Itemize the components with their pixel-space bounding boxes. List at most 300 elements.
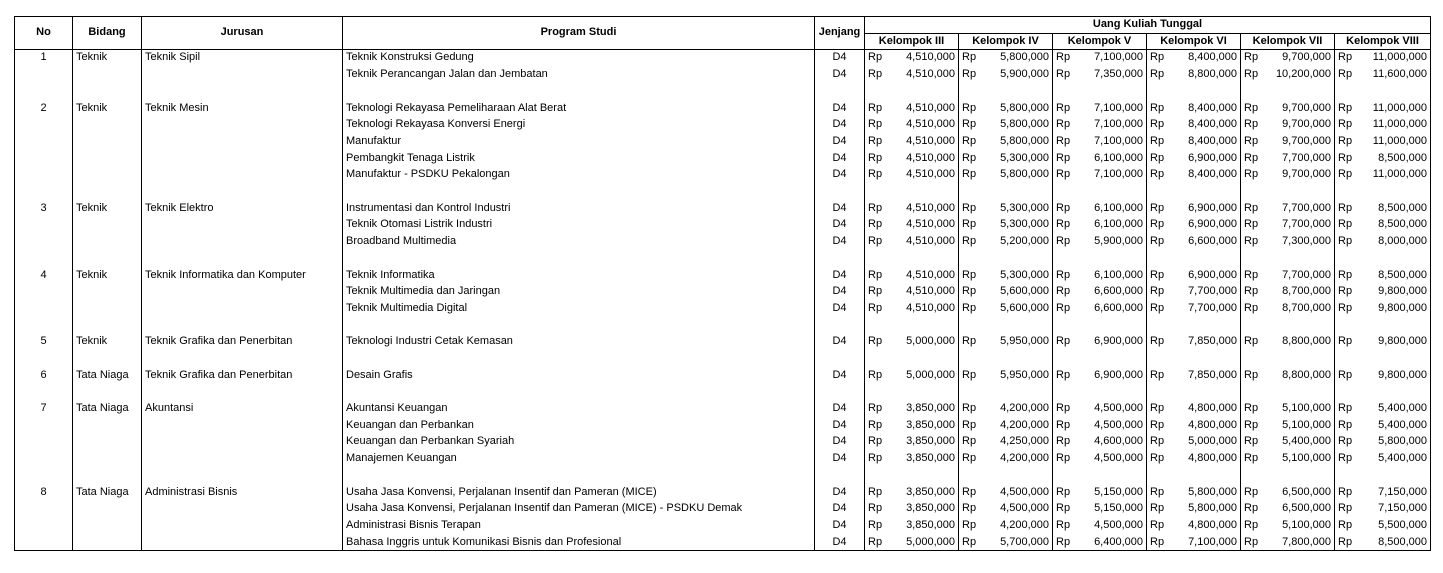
cell-fee <box>1241 451 1335 468</box>
fee-amount: 5,300,000 <box>1000 151 1049 164</box>
cell-bidang <box>73 167 142 184</box>
cell-jurusan <box>142 217 343 234</box>
cell-fee <box>1053 417 1147 434</box>
empty-cell <box>865 184 959 201</box>
currency-label: Rp <box>962 535 977 548</box>
cell-fee <box>1241 100 1335 117</box>
fee-amount: 9,700,000 <box>1282 118 1331 131</box>
fee-amount: 11,000,000 <box>1372 134 1428 147</box>
header-kelompok-vii: Kelompok VII <box>1241 33 1335 50</box>
currency-label: Rp <box>1338 368 1353 381</box>
cell-fee <box>1053 300 1147 317</box>
cell-fee <box>1053 234 1147 251</box>
currency-label: Rp <box>962 151 977 164</box>
currency-label: Rp <box>1150 402 1165 415</box>
currency-label: Rp <box>1244 518 1259 531</box>
cell-fee <box>1241 150 1335 167</box>
cell-no: 2 <box>15 100 73 117</box>
currency-label: Rp <box>962 168 977 181</box>
currency-label: Rp <box>1056 368 1071 381</box>
cell-fee <box>959 100 1053 117</box>
currency-label: Rp <box>1056 151 1071 164</box>
fee-amount: 7,700,000 <box>1282 201 1331 214</box>
cell-fee <box>959 300 1053 317</box>
currency-label: Rp <box>1056 101 1071 114</box>
fee-amount: 4,510,000 <box>906 285 955 298</box>
cell-bidang: Teknik <box>73 200 142 217</box>
empty-cell <box>1053 467 1147 484</box>
fee-amount: 6,600,000 <box>1188 235 1237 248</box>
fee-amount: 5,600,000 <box>1000 285 1049 298</box>
fee-amount: 6,500,000 <box>1282 502 1331 515</box>
currency-label: Rp <box>868 268 883 281</box>
cell-jenjang: D4 <box>815 484 865 501</box>
cell-fee <box>1053 150 1147 167</box>
currency-label: Rp <box>1056 235 1071 248</box>
cell-bidang <box>73 451 142 468</box>
cell-fee <box>959 401 1053 418</box>
cell-jurusan: Teknik Grafika dan Penerbitan <box>142 334 343 351</box>
cell-jenjang: D4 <box>815 67 865 84</box>
spacer-row <box>15 384 1431 401</box>
cell-jurusan <box>142 234 343 251</box>
fee-amount: 8,400,000 <box>1188 118 1237 131</box>
cell-fee <box>1147 117 1241 134</box>
empty-cell <box>1241 250 1335 267</box>
empty-cell <box>142 83 343 100</box>
currency-label: Rp <box>962 68 977 81</box>
fee-amount: 5,800,000 <box>1000 101 1049 114</box>
empty-cell <box>815 384 865 401</box>
cell-no <box>15 417 73 434</box>
empty-cell <box>1053 351 1147 368</box>
fee-amount: 5,000,000 <box>906 535 955 548</box>
cell-bidang <box>73 217 142 234</box>
spacer-row <box>15 250 1431 267</box>
fee-amount: 4,510,000 <box>906 118 955 131</box>
cell-fee <box>865 217 959 234</box>
table-row <box>15 67 1431 84</box>
cell-jurusan <box>142 534 343 551</box>
currency-label: Rp <box>1056 435 1071 448</box>
currency-label: Rp <box>1056 502 1071 515</box>
cell-fee <box>1335 517 1431 534</box>
header-jenjang: Jenjang <box>815 17 865 50</box>
fee-amount: 10,200,000 <box>1275 68 1331 81</box>
currency-label: Rp <box>1056 68 1071 81</box>
currency-label: Rp <box>1150 118 1165 131</box>
currency-label: Rp <box>962 201 977 214</box>
cell-bidang <box>73 517 142 534</box>
empty-cell <box>1053 384 1147 401</box>
table-row <box>15 217 1431 234</box>
currency-label: Rp <box>1338 235 1353 248</box>
fee-amount: 11,000,000 <box>1372 51 1428 64</box>
currency-label: Rp <box>1056 452 1071 465</box>
cell-fee <box>959 150 1053 167</box>
cell-jurusan: Teknik Sipil <box>142 50 343 67</box>
cell-fee <box>865 367 959 384</box>
fee-amount: 5,200,000 <box>1000 235 1049 248</box>
currency-label: Rp <box>1056 51 1071 64</box>
empty-cell <box>142 184 343 201</box>
fee-amount: 4,200,000 <box>1000 402 1049 415</box>
cell-fee <box>1335 150 1431 167</box>
currency-label: Rp <box>1338 485 1353 498</box>
currency-label: Rp <box>1244 268 1259 281</box>
table-row <box>15 284 1431 301</box>
cell-fee <box>959 484 1053 501</box>
currency-label: Rp <box>1338 335 1353 348</box>
cell-fee <box>959 200 1053 217</box>
fee-amount: 6,600,000 <box>1094 301 1143 314</box>
fee-amount: 8,000,000 <box>1378 235 1428 248</box>
cell-fee <box>1241 167 1335 184</box>
empty-cell <box>865 250 959 267</box>
fee-amount: 5,400,000 <box>1378 418 1428 431</box>
cell-fee <box>1053 50 1147 67</box>
cell-fee <box>1241 217 1335 234</box>
table-row <box>15 234 1431 251</box>
cell-fee <box>1053 334 1147 351</box>
cell-fee <box>959 117 1053 134</box>
table-row <box>15 367 1431 384</box>
cell-program-studi: Instrumentasi dan Kontrol Industri <box>343 200 815 217</box>
empty-cell <box>1147 351 1241 368</box>
currency-label: Rp <box>1244 301 1259 314</box>
fee-amount: 6,900,000 <box>1188 151 1237 164</box>
currency-label: Rp <box>868 218 883 231</box>
currency-label: Rp <box>962 485 977 498</box>
cell-fee <box>1147 217 1241 234</box>
cell-fee <box>1241 401 1335 418</box>
spacer-row <box>15 184 1431 201</box>
cell-fee <box>1053 434 1147 451</box>
cell-fee <box>1335 534 1431 551</box>
cell-fee <box>1241 517 1335 534</box>
currency-label: Rp <box>1338 218 1353 231</box>
currency-label: Rp <box>868 418 883 431</box>
empty-cell <box>1147 83 1241 100</box>
currency-label: Rp <box>1244 535 1259 548</box>
currency-label: Rp <box>1244 418 1259 431</box>
table-row <box>15 133 1431 150</box>
empty-cell <box>73 351 142 368</box>
empty-cell <box>959 317 1053 334</box>
empty-cell <box>865 83 959 100</box>
currency-label: Rp <box>1338 435 1353 448</box>
cell-fee <box>865 100 959 117</box>
cell-fee <box>865 284 959 301</box>
table-row <box>15 100 1431 117</box>
cell-fee <box>959 67 1053 84</box>
cell-no: 6 <box>15 367 73 384</box>
currency-label: Rp <box>1150 101 1165 114</box>
empty-cell <box>1241 184 1335 201</box>
empty-cell <box>1147 250 1241 267</box>
cell-no <box>15 67 73 84</box>
cell-fee <box>865 534 959 551</box>
cell-fee <box>1241 117 1335 134</box>
currency-label: Rp <box>1338 518 1353 531</box>
cell-fee <box>1335 100 1431 117</box>
cell-no <box>15 300 73 317</box>
currency-label: Rp <box>1150 168 1165 181</box>
fee-amount: 6,400,000 <box>1094 535 1143 548</box>
cell-program-studi: Manufaktur <box>343 133 815 150</box>
empty-cell <box>15 184 73 201</box>
cell-fee <box>959 517 1053 534</box>
fee-amount: 5,950,000 <box>1000 368 1049 381</box>
fee-amount: 3,850,000 <box>906 518 955 531</box>
empty-cell <box>142 317 343 334</box>
currency-label: Rp <box>1244 485 1259 498</box>
cell-fee <box>1335 367 1431 384</box>
empty-cell <box>343 184 815 201</box>
cell-jenjang: D4 <box>815 451 865 468</box>
empty-cell <box>73 467 142 484</box>
empty-cell <box>865 351 959 368</box>
cell-no <box>15 234 73 251</box>
cell-fee <box>865 334 959 351</box>
empty-cell <box>343 250 815 267</box>
fee-amount: 7,100,000 <box>1094 168 1143 181</box>
cell-fee <box>865 133 959 150</box>
empty-cell <box>1241 351 1335 368</box>
cell-no <box>15 217 73 234</box>
cell-fee <box>1053 517 1147 534</box>
cell-jurusan <box>142 133 343 150</box>
cell-fee <box>1335 300 1431 317</box>
empty-cell <box>1147 317 1241 334</box>
currency-label: Rp <box>1338 101 1353 114</box>
empty-cell <box>73 184 142 201</box>
fee-amount: 6,100,000 <box>1094 201 1143 214</box>
cell-jurusan: Akuntansi <box>142 401 343 418</box>
cell-jurusan <box>142 417 343 434</box>
currency-label: Rp <box>868 435 883 448</box>
fee-amount: 9,700,000 <box>1282 134 1331 147</box>
header-kelompok-viii: Kelompok VIII <box>1335 33 1431 50</box>
cell-jurusan: Teknik Mesin <box>142 100 343 117</box>
spacer-row <box>15 467 1431 484</box>
cell-fee <box>1241 367 1335 384</box>
fee-amount: 4,500,000 <box>1094 402 1143 415</box>
cell-fee <box>865 50 959 67</box>
cell-program-studi: Desain Grafis <box>343 367 815 384</box>
cell-fee <box>1053 117 1147 134</box>
fee-amount: 4,800,000 <box>1188 418 1237 431</box>
cell-fee <box>1147 417 1241 434</box>
fee-amount: 9,800,000 <box>1378 368 1428 381</box>
empty-cell <box>959 250 1053 267</box>
currency-label: Rp <box>1338 68 1353 81</box>
empty-cell <box>815 250 865 267</box>
cell-jenjang: D4 <box>815 117 865 134</box>
fee-amount: 8,500,000 <box>1378 218 1428 231</box>
header-no: No <box>15 17 73 50</box>
fee-amount: 8,400,000 <box>1188 101 1237 114</box>
currency-label: Rp <box>1244 68 1259 81</box>
empty-cell <box>959 184 1053 201</box>
currency-label: Rp <box>1244 134 1259 147</box>
empty-cell <box>142 467 343 484</box>
cell-fee <box>959 417 1053 434</box>
cell-program-studi: Pembangkit Tenaga Listrik <box>343 150 815 167</box>
fee-amount: 9,700,000 <box>1282 101 1331 114</box>
empty-cell <box>815 351 865 368</box>
table-row <box>15 167 1431 184</box>
cell-program-studi: Teknik Otomasi Listrik Industri <box>343 217 815 234</box>
currency-label: Rp <box>868 68 883 81</box>
cell-program-studi: Teknologi Rekayasa Konversi Energi <box>343 117 815 134</box>
fee-amount: 4,500,000 <box>1094 452 1143 465</box>
fee-amount: 7,700,000 <box>1188 301 1237 314</box>
fee-amount: 6,100,000 <box>1094 218 1143 231</box>
table-row <box>15 434 1431 451</box>
empty-cell <box>343 351 815 368</box>
cell-bidang <box>73 300 142 317</box>
cell-fee <box>1147 451 1241 468</box>
cell-fee <box>1335 284 1431 301</box>
cell-fee <box>1335 117 1431 134</box>
cell-fee <box>1241 300 1335 317</box>
cell-fee <box>1147 534 1241 551</box>
cell-fee <box>1335 67 1431 84</box>
cell-program-studi: Teknik Konstruksi Gedung <box>343 50 815 67</box>
cell-fee <box>1335 451 1431 468</box>
cell-jenjang: D4 <box>815 200 865 217</box>
empty-cell <box>73 83 142 100</box>
currency-label: Rp <box>962 452 977 465</box>
fee-amount: 7,100,000 <box>1094 101 1143 114</box>
fee-amount: 4,510,000 <box>906 218 955 231</box>
currency-label: Rp <box>1338 418 1353 431</box>
cell-fee <box>959 133 1053 150</box>
cell-bidang: Tata Niaga <box>73 484 142 501</box>
fee-amount: 4,510,000 <box>906 235 955 248</box>
currency-label: Rp <box>1244 402 1259 415</box>
cell-bidang <box>73 434 142 451</box>
empty-cell <box>142 351 343 368</box>
table-row <box>15 501 1431 518</box>
fee-amount: 5,100,000 <box>1282 518 1331 531</box>
currency-label: Rp <box>1338 285 1353 298</box>
cell-fee <box>959 234 1053 251</box>
cell-fee <box>1335 501 1431 518</box>
fee-amount: 4,600,000 <box>1094 435 1143 448</box>
cell-fee <box>1053 67 1147 84</box>
cell-fee <box>865 517 959 534</box>
fee-amount: 7,100,000 <box>1188 535 1237 548</box>
fee-amount: 4,200,000 <box>1000 418 1049 431</box>
empty-cell <box>1053 184 1147 201</box>
cell-fee <box>1335 234 1431 251</box>
empty-cell <box>1147 184 1241 201</box>
cell-program-studi: Usaha Jasa Konvensi, Perjalanan Insentif dan Pameran (MICE) <box>343 484 815 501</box>
cell-program-studi: Broadband Multimedia <box>343 234 815 251</box>
empty-cell <box>1335 250 1431 267</box>
empty-cell <box>15 250 73 267</box>
currency-label: Rp <box>1244 502 1259 515</box>
cell-jurusan: Teknik Informatika dan Komputer <box>142 267 343 284</box>
empty-cell <box>15 384 73 401</box>
cell-fee <box>1335 434 1431 451</box>
empty-cell <box>815 83 865 100</box>
currency-label: Rp <box>962 118 977 131</box>
cell-fee <box>1241 133 1335 150</box>
fee-amount: 5,000,000 <box>906 368 955 381</box>
empty-cell <box>959 83 1053 100</box>
currency-label: Rp <box>1150 485 1165 498</box>
fee-amount: 5,600,000 <box>1000 301 1049 314</box>
fee-amount: 6,600,000 <box>1094 285 1143 298</box>
table-header <box>15 17 1431 50</box>
currency-label: Rp <box>868 235 883 248</box>
currency-label: Rp <box>868 485 883 498</box>
cell-fee <box>865 484 959 501</box>
cell-fee <box>865 167 959 184</box>
cell-no: 3 <box>15 200 73 217</box>
currency-label: Rp <box>1338 151 1353 164</box>
currency-label: Rp <box>868 285 883 298</box>
fee-amount: 6,900,000 <box>1188 268 1237 281</box>
currency-label: Rp <box>868 51 883 64</box>
currency-label: Rp <box>962 502 977 515</box>
fee-amount: 7,700,000 <box>1282 268 1331 281</box>
fee-amount: 8,500,000 <box>1378 268 1428 281</box>
fee-amount: 5,800,000 <box>1000 51 1049 64</box>
cell-fee <box>1147 50 1241 67</box>
cell-fee <box>1147 67 1241 84</box>
cell-fee <box>865 267 959 284</box>
currency-label: Rp <box>1244 168 1259 181</box>
currency-label: Rp <box>1244 101 1259 114</box>
cell-program-studi: Bahasa Inggris untuk Komunikasi Bisnis dan Profesional <box>343 534 815 551</box>
currency-label: Rp <box>1056 485 1071 498</box>
empty-cell <box>15 83 73 100</box>
currency-label: Rp <box>1338 51 1353 64</box>
cell-jurusan <box>142 150 343 167</box>
currency-label: Rp <box>1338 301 1353 314</box>
fee-amount: 4,510,000 <box>906 101 955 114</box>
fee-amount: 4,800,000 <box>1188 452 1237 465</box>
currency-label: Rp <box>1150 301 1165 314</box>
fee-amount: 7,350,000 <box>1094 68 1143 81</box>
fee-amount: 5,800,000 <box>1000 134 1049 147</box>
fee-amount: 4,500,000 <box>1000 502 1049 515</box>
currency-label: Rp <box>868 335 883 348</box>
currency-label: Rp <box>1338 134 1353 147</box>
empty-cell <box>1053 317 1147 334</box>
cell-no <box>15 284 73 301</box>
cell-fee <box>1335 133 1431 150</box>
currency-label: Rp <box>1150 268 1165 281</box>
cell-fee <box>1147 100 1241 117</box>
fee-amount: 4,510,000 <box>906 134 955 147</box>
empty-cell <box>959 467 1053 484</box>
fee-amount: 3,850,000 <box>906 435 955 448</box>
fee-amount: 7,150,000 <box>1378 485 1428 498</box>
fee-amount: 7,700,000 <box>1282 151 1331 164</box>
empty-cell <box>865 467 959 484</box>
fee-amount: 4,510,000 <box>906 301 955 314</box>
cell-program-studi: Teknologi Industri Cetak Kemasan <box>343 334 815 351</box>
cell-fee <box>865 234 959 251</box>
cell-no <box>15 517 73 534</box>
cell-fee <box>1147 434 1241 451</box>
currency-label: Rp <box>868 535 883 548</box>
